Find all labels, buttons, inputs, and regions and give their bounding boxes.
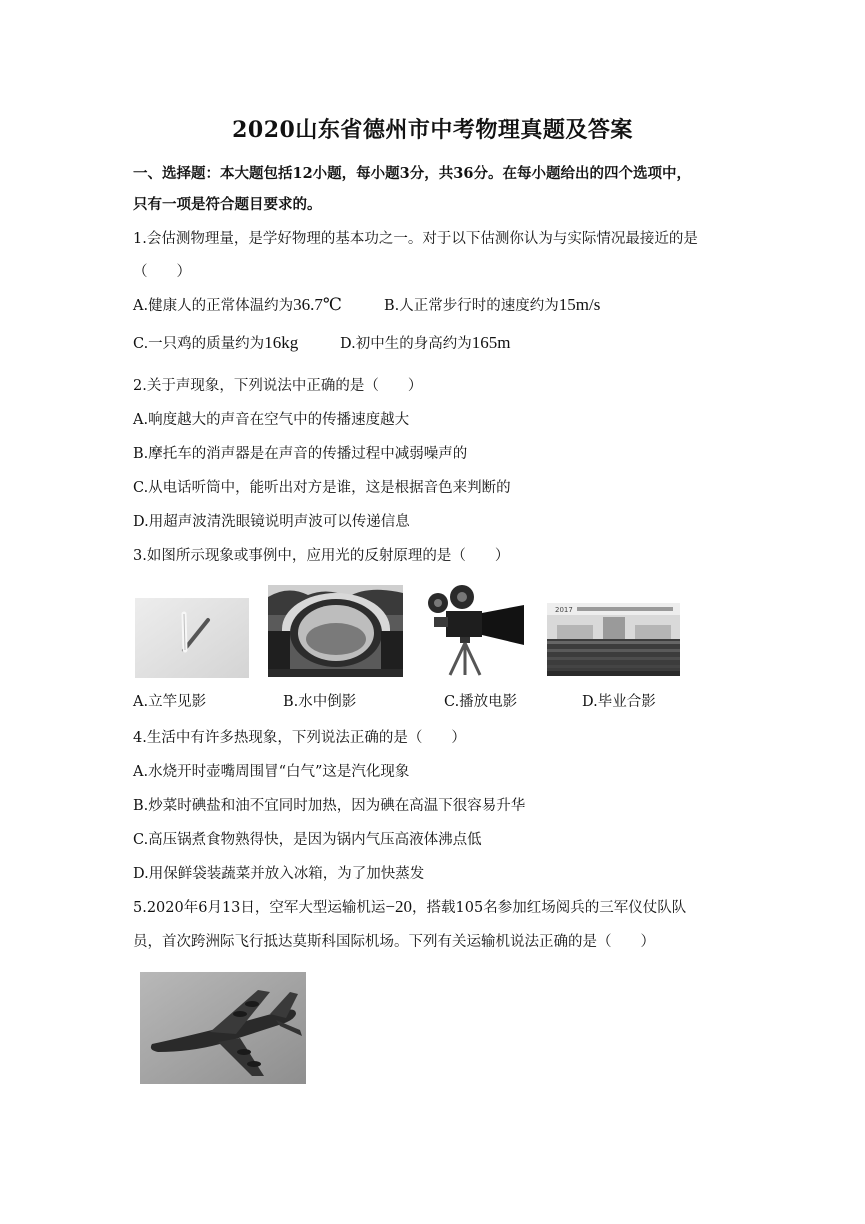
q5-stem-line2: 员，首次跨洲际飞行抵达莫斯科国际机场。下列有关运输机说法正确的是（ ）	[133, 934, 655, 950]
transport-aircraft-image	[140, 972, 306, 1084]
q5-stem-part2: ，搭载105名参加红场阅兵的三军仪仗队队	[412, 900, 687, 916]
q1-option-d-text: D.初中生的身高约为	[340, 336, 472, 352]
q2-stem: 2.关于声现象，下列说法中正确的是（ ）	[133, 378, 423, 394]
q1-option-b	[384, 294, 600, 315]
q1-option-a-text: A.健康人的正常体温约为	[133, 298, 294, 314]
q3-stem: 3.如图所示现象或事例中，应用光的反射原理的是（ ）	[133, 548, 510, 564]
water-reflection-image	[268, 585, 403, 677]
section-heading-line1: 一、选择题：本大题包括12小题，每小题3分，共36分。在每小题给出的四个选项中，	[133, 165, 691, 182]
q4-stem: 4.生活中有许多热现象，下列说法正确的是（ ）	[133, 730, 466, 746]
movie-camera-image	[420, 581, 528, 677]
q3-option-a: A.立竿见影	[133, 694, 207, 710]
q1-option-a-value: 36.7℃	[293, 295, 342, 314]
group-photo-caption: 2017	[555, 606, 573, 614]
q5-aircraft-model: −20	[385, 897, 413, 916]
q2-option-d: D.用超声波清洗眼镜说明声波可以传递信息	[133, 514, 410, 530]
q4-option-a: A.水烧开时壶嘴周围冒“白气”这是汽化现象	[133, 764, 410, 780]
q1-option-d-value: 165m	[471, 333, 511, 352]
q1-stem-line1: 1.会估测物理量，是学好物理的基本功之一。对于以下估测你认为与实际情况最接近的是	[133, 231, 698, 247]
section-heading-line2: 只有一项是符合题目要求的。	[133, 196, 322, 213]
q4-option-d: D.用保鲜袋装蔬菜并放入冰箱，为了加快蒸发	[133, 866, 425, 882]
q2-option-b: B.摩托车的消声器是在声音的传播过程中减弱噪声的	[133, 446, 468, 462]
q1-option-a	[133, 294, 342, 315]
q1-option-b-text: B.人正常步行时的速度约为	[384, 298, 559, 314]
q1-stem-line2: （ ）	[133, 264, 191, 280]
pole-shadow-image	[135, 598, 249, 678]
q1-option-b-value: 15m/s	[558, 295, 601, 314]
q2-option-a: A.响度越大的声音在空气中的传播速度越大	[133, 412, 410, 428]
q3-option-d: D.毕业合影	[582, 694, 656, 710]
q3-option-c: C.播放电影	[444, 694, 518, 710]
q5-stem-line1	[133, 896, 686, 917]
group-photo-image	[547, 603, 680, 676]
q1-option-c	[133, 332, 298, 353]
q2-option-c: C.从电话听筒中，能听出对方是谁，这是根据音色来判断的	[133, 480, 511, 496]
page-title: 2020山东省德州市中考物理真题及答案	[232, 117, 633, 143]
q1-option-d	[340, 332, 510, 353]
q1-option-c-text: C.一只鸡的质量约为	[133, 336, 265, 352]
q1-option-c-value: 16kg	[264, 333, 299, 352]
q3-option-b: B.水中倒影	[283, 694, 357, 710]
q4-option-b: B.炒菜时碘盐和油不宜同时加热，因为碘在高温下很容易升华	[133, 798, 526, 814]
q4-option-c: C.高压锅煮食物熟得快，是因为锅内气压高液体沸点低	[133, 832, 482, 848]
q5-stem-part1: 5.2020年6月13日，空军大型运输机运	[133, 900, 386, 916]
